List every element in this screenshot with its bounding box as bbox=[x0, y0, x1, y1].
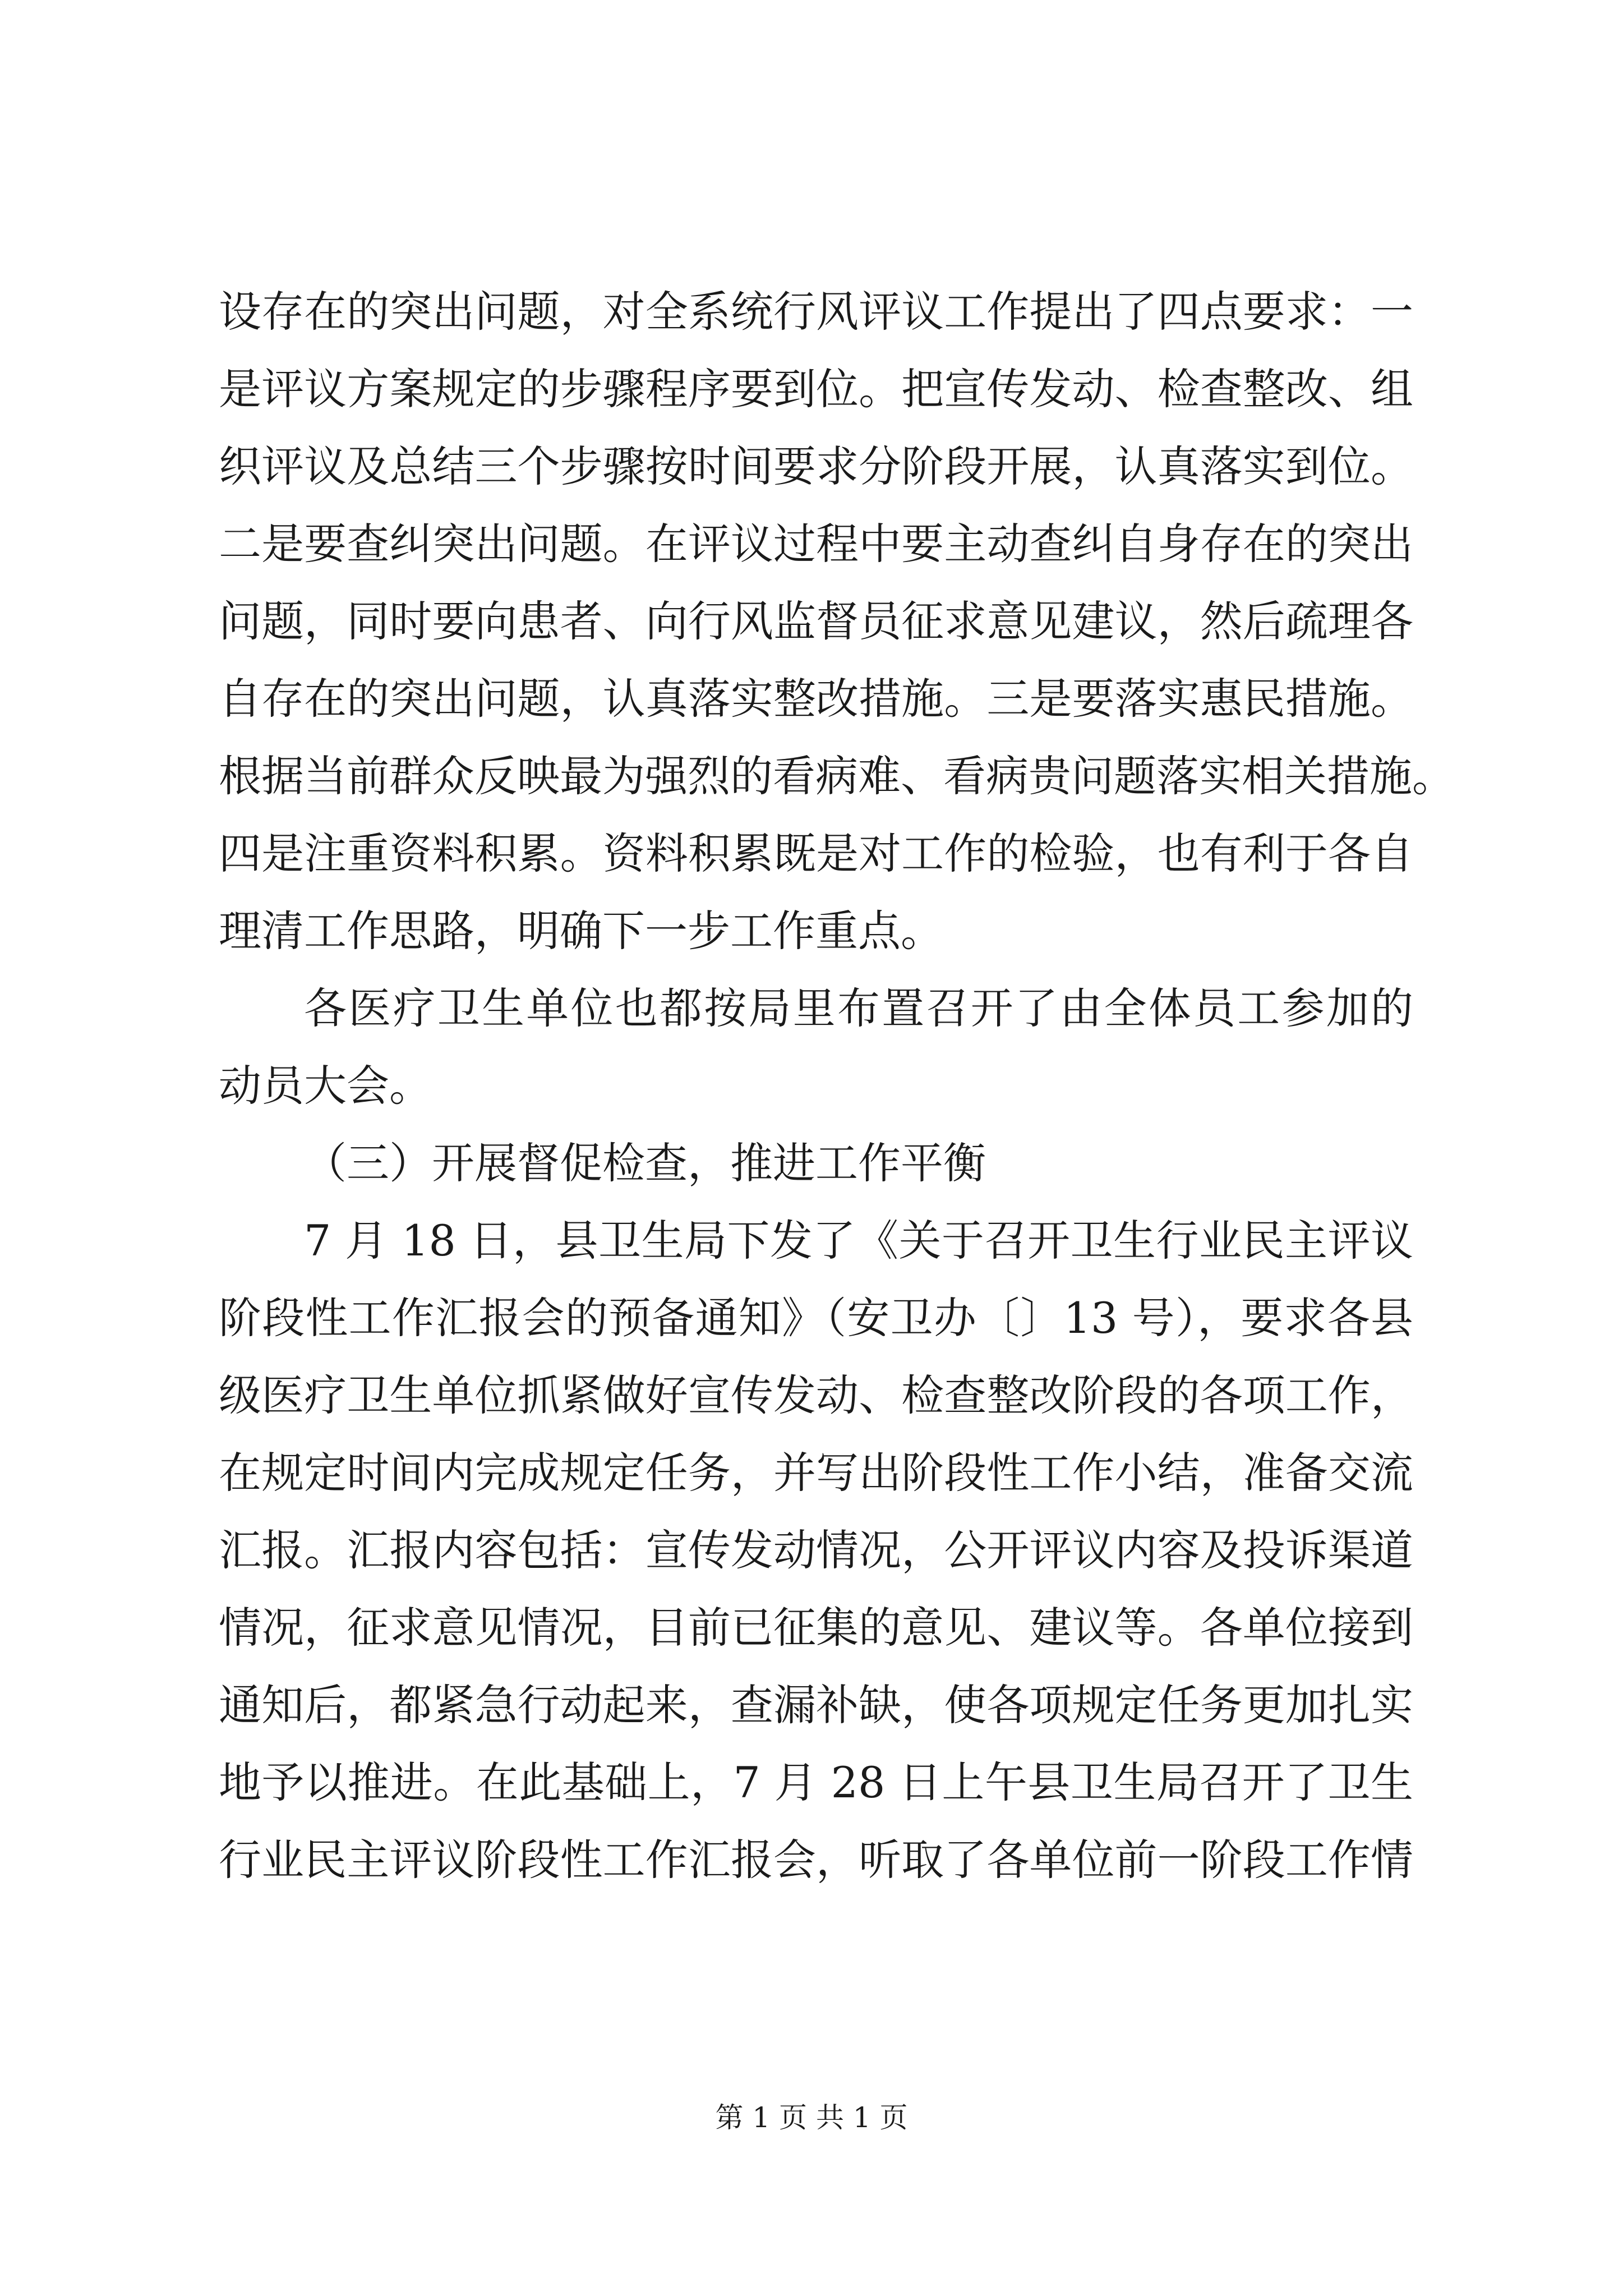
text-line: 地予以推进。在此基础上，7 月 28 日上午县卫生局召开了卫生 bbox=[219, 1757, 1413, 1807]
text-line: 阶段性工作汇报会的预备通知》（安卫办〔〕13 号），要求各县 bbox=[219, 1293, 1413, 1343]
page-footer bbox=[0, 2095, 1623, 2136]
text-line: 7 月 18 日，县卫生局下发了《关于召开卫生行业民主评议 bbox=[304, 1216, 1413, 1266]
text-line: 行业民主评议阶段性工作汇报会，听取了各单位前一阶段工作情 bbox=[219, 1835, 1413, 1885]
text-line: 根据当前群众反映最为强烈的看病难、看病贵问题落实相关措施。 bbox=[219, 751, 1455, 801]
text-line: 情况，征求意见情况，目前已征集的意见、建议等。各单位接到 bbox=[219, 1603, 1413, 1653]
text-line: 设存在的突出问题，对全系统行风评议工作提出了四点要求：一 bbox=[219, 287, 1413, 337]
text-line: 是评议方案规定的步骤程序要到位。把宣传发动、检查整改、组 bbox=[219, 364, 1413, 414]
text-line: 汇报。汇报内容包括：宣传发动情况，公开评议内容及投诉渠道 bbox=[219, 1525, 1413, 1575]
text-line: 理清工作思路，明确下一步工作重点。 bbox=[219, 906, 943, 956]
text-line: 织评议及总结三个步骤按时间要求分阶段开展，认真落实到位。 bbox=[219, 441, 1413, 491]
text-line: 各医疗卫生单位也都按局里布置召开了由全体员工参加的 bbox=[304, 983, 1413, 1033]
text-line: 级医疗卫生单位抓紧做好宣传发动、检查整改阶段的各项工作， bbox=[219, 1370, 1413, 1420]
text-line: 通知后，都紧急行动起来，查漏补缺，使各项规定任务更加扎实 bbox=[219, 1680, 1413, 1730]
text-line: 在规定时间内完成规定任务，并写出阶段性工作小结，准备交流 bbox=[219, 1448, 1413, 1498]
text-line: 问题，同时要向患者、向行风监督员征求意见建议，然后疏理各 bbox=[219, 596, 1413, 646]
page-number: 第 1 页 共 1 页 bbox=[715, 2101, 908, 2134]
document-body bbox=[219, 273, 1455, 1899]
text-line: 动员大会。 bbox=[219, 1061, 432, 1111]
text-line: 四是注重资料积累。资料积累既是对工作的检验，也有利于各自 bbox=[219, 829, 1413, 878]
text-line: 二是要查纠突出问题。在评议过程中要主动查纠自身存在的突出 bbox=[219, 519, 1413, 569]
section-heading: （三）开展督促检查，推进工作平衡 bbox=[304, 1138, 986, 1188]
text-line: 自存在的突出问题，认真落实整改措施。三是要落实惠民措施。 bbox=[219, 674, 1413, 724]
